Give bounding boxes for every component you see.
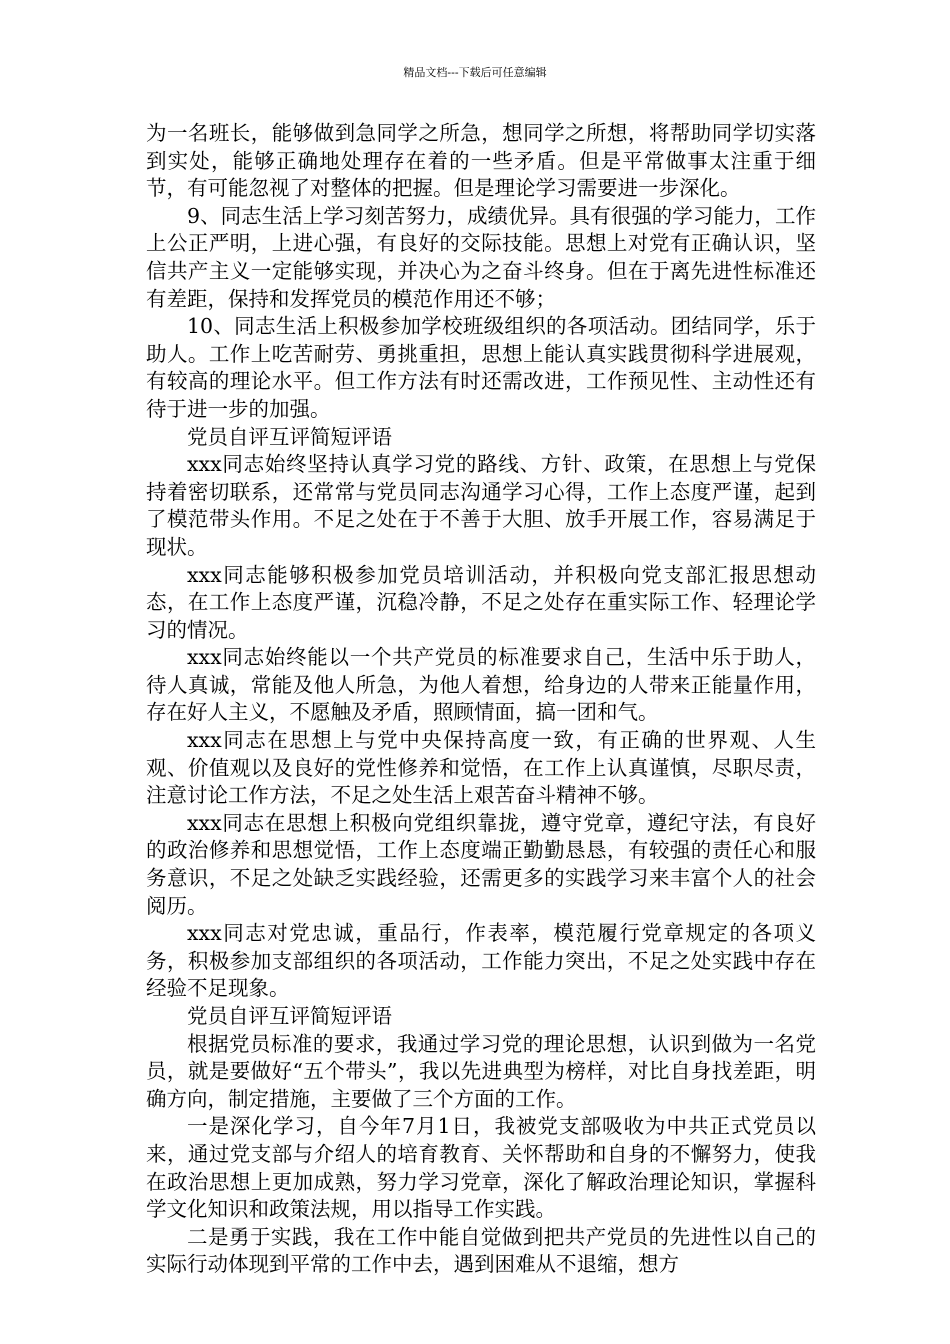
document-body [146,120,816,1279]
paragraph: xxx同志能够积极参加党员培训活动，并积极向党支部汇报思想动态，在工作上态度严谨，沉稳冷静，不足之处存在重实际工作、轻理论学习的情况。 [146,562,816,642]
paragraph: xxx同志始终坚持认真学习党的路线、方针、政策，在思想上与党保持着密切联系，还常常与党员同志沟通学习心得，工作上态度严谨，起到了模范带头作用。不足之处在于不善于大胆、放手开展工作，容易满足于现状。 [146,452,816,559]
section-heading: 党员自评互评简短评语 [187,424,392,449]
section-heading: 党员自评互评简短评语 [187,1004,392,1028]
paragraph: 二是勇于实践，我在工作中能自觉做到把共产党员的先进性以自己的实际行动体现到平常的工作中去，遇到困难从不退缩，想方 [146,1224,816,1277]
paragraph: 10、同志生活上积极参加学校班级组织的各项活动。团结同学，乐于助人。工作上吃苦耐劳、勇挑重担，思想上能认真实践贯彻科学进展观，有较高的理论水平。但工作方法有时还需改进，工作预见性、主动性还有待于进一步的加强。 [146,314,816,421]
paragraph: xxx同志在思想上积极向党组织靠拢，遵守党章，遵纪守法，有良好的政治修养和思想觉悟，工作上态度端正勤勤恳恳，有较强的责任心和服务意识，不足之处缺乏实践经验，还需更多的实践学习来丰富个人的社会阅历。 [146,810,816,918]
page-header: 精品文档---下载后可任意编辑 [403,66,547,79]
paragraph: xxx同志在思想上与党中央保持高度一致，有正确的世界观、人生观、价值观以及良好的党性修养和觉悟，在工作上认真谨慎，尽职尽责，注意讨论工作方法，不足之处生活上艰苦奋斗精神不够。 [146,728,816,808]
paragraph: xxx同志始终能以一个共产党员的标准要求自己，生活中乐于助人，待人真诚，常能及他人所急，为他人着想，给身边的人带来正能量作用，存在好人主义，不愿触及矛盾，照顾情面，搞一团和气。 [146,645,816,725]
paragraph: 9、同志生活上学习刻苦努力，成绩优异。具有很强的学习能力，工作上公正严明，上进心强，有良好的交际技能。思想上对党有正确认识，坚信共产主义一定能够实现，并决心为之奋斗终身。但在于离先进性标准还有差距，保持和发挥党员的模范作用还不够； [146,203,816,311]
paragraph: 一是深化学习，自今年7月1日，我被党支部吸收为中共正式党员以来，通过党支部与介绍人的培育教育、关怀帮助和自身的不懈努力，使我在政治思想上更加成熟，努力学习党章，深化了解政治理论知识，掌握科学文化知识和政策法规，用以指导工作实践。 [146,1114,816,1222]
paragraph: 为一名班长，能够做到急同学之所急，想同学之所想，将帮助同学切实落到实处，能够正确地处理存在着的一些矛盾。但是平常做事太注重于细节，有可能忽视了对整体的把握。但是理论学习需要进一步深化。 [146,121,816,201]
paragraph: xxx同志对党忠诚，重品行，作表率，模范履行党章规定的各项义务，积极参加支部组织的各项活动，工作能力突出，不足之处实践中存在经验不足现象。 [146,921,816,1001]
paragraph: 根据党员标准的要求，我通过学习党的理论思想，认识到做为一名党员，就是要做好“五个带头”，我以先进典型为榜样，对比自身找差距，明确方向，制定措施，主要做了三个方面的工作。 [146,1031,816,1111]
